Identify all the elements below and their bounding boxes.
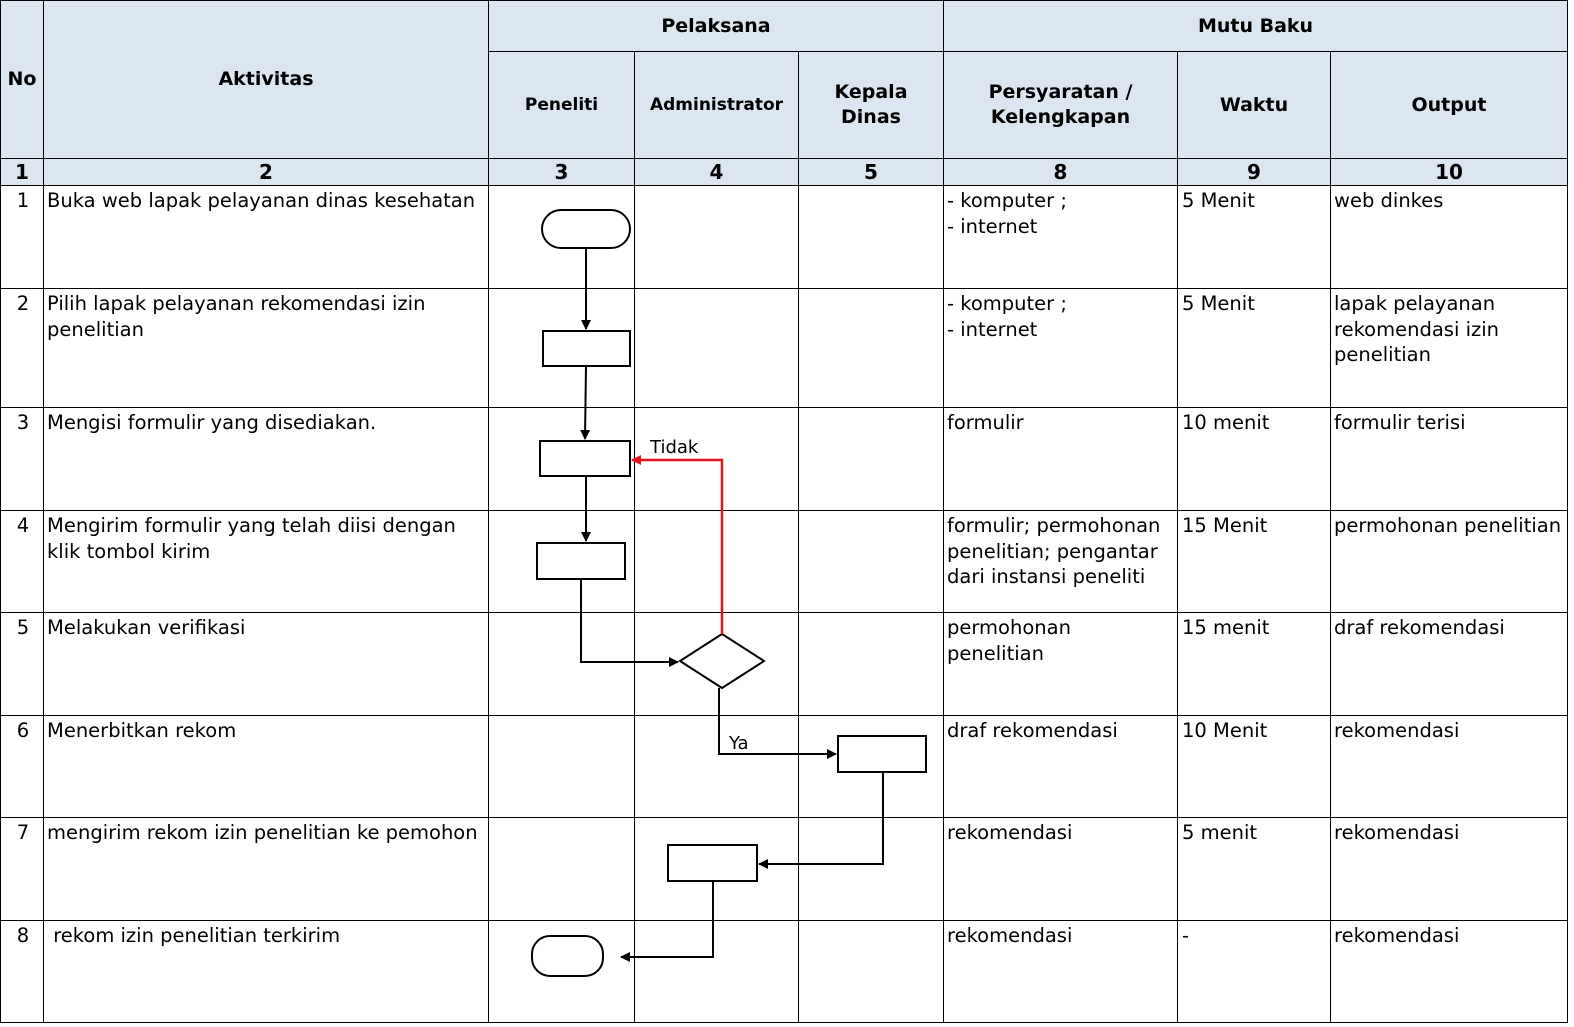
table-cell <box>488 817 635 921</box>
row-output: rekomendasi <box>1334 821 1460 844</box>
table-cell <box>798 817 944 921</box>
header-administrator-label: Administrator <box>649 94 784 115</box>
row-output: draf rekomendasi <box>1334 616 1505 639</box>
colnum-3 <box>488 158 635 186</box>
row-aktivitas: Mengisi formulir yang disediakan. <box>47 411 377 434</box>
table-cell <box>488 407 635 511</box>
row-waktu: 5 Menit <box>1182 189 1255 212</box>
table-cell <box>488 185 635 289</box>
header-waktu-label: Waktu <box>1219 93 1289 116</box>
colnum-2-label: 2 <box>259 160 273 184</box>
colnum-1 <box>0 158 44 186</box>
colnum-8 <box>943 158 1178 186</box>
flow-label-tidak: Tidak <box>650 437 699 458</box>
header-kepala-dinas-label: Kepala Dinas <box>834 81 908 128</box>
table-cell <box>634 612 799 716</box>
table-cell <box>798 185 944 289</box>
colnum-9 <box>1177 158 1331 186</box>
flow-label-ya: Ya <box>729 733 749 754</box>
row-number: 6 <box>16 719 30 742</box>
row-persyaratan: draf rekomendasi <box>947 719 1118 742</box>
row-output: rekomendasi <box>1334 924 1460 947</box>
row-persyaratan: formulir; permohonan penelitian; pengantar dari instansi peneliti <box>947 514 1161 588</box>
row-number: 3 <box>16 411 30 434</box>
colnum-5-label: 5 <box>864 160 878 184</box>
header-mutu-baku <box>943 0 1568 52</box>
row-waktu: 10 Menit <box>1182 719 1268 742</box>
row-waktu: 5 menit <box>1182 821 1258 844</box>
row-output: rekomendasi <box>1334 719 1460 742</box>
header-peneliti-label: Peneliti <box>524 94 599 115</box>
colnum-4 <box>634 158 799 186</box>
table-cell <box>798 612 944 716</box>
table-cell <box>488 510 635 613</box>
row-output: formulir terisi <box>1334 411 1466 434</box>
row-number: 7 <box>16 821 30 844</box>
row-waktu: 10 menit <box>1182 411 1270 434</box>
row-number: 5 <box>16 616 30 639</box>
row-aktivitas: Mengirim formulir yang telah diisi dengan klik tombol kirim <box>47 514 456 563</box>
table-cell <box>798 920 944 1023</box>
colnum-3-label: 3 <box>554 160 569 184</box>
table-cell <box>488 612 635 716</box>
table-cell <box>634 920 799 1023</box>
header-pelaksana <box>488 0 944 52</box>
row-aktivitas: Menerbitkan rekom <box>47 719 237 742</box>
table-cell <box>634 288 799 408</box>
row-waktu: 5 Menit <box>1182 292 1255 315</box>
row-persyaratan: - komputer ; - internet <box>947 189 1067 238</box>
colnum-10 <box>1330 158 1568 186</box>
colnum-2 <box>43 158 489 186</box>
row-output: permohonan penelitian <box>1334 514 1562 537</box>
row-persyaratan: permohonan penelitian <box>947 616 1071 665</box>
header-persyaratan-label: Persyaratan / Kelengkapan <box>988 81 1133 128</box>
table-cell <box>488 715 635 818</box>
colnum-4-label: 4 <box>709 160 724 184</box>
colnum-8-label: 8 <box>1053 160 1068 184</box>
row-aktivitas: Buka web lapak pelayanan dinas kesehatan <box>47 189 476 212</box>
table-cell <box>634 817 799 921</box>
row-persyaratan: rekomendasi <box>947 821 1073 844</box>
header-persyaratan <box>943 51 1178 159</box>
table-cell <box>1177 920 1331 1023</box>
row-waktu: 15 menit <box>1182 616 1270 639</box>
header-mutu-baku-label: Mutu Baku <box>1197 14 1314 37</box>
row-persyaratan: rekomendasi <box>947 924 1073 947</box>
row-number: 4 <box>16 514 30 537</box>
colnum-9-label: 9 <box>1247 160 1261 184</box>
row-aktivitas: rekom izin penelitian terkirim <box>47 924 341 947</box>
table-cell <box>634 185 799 289</box>
colnum-5 <box>798 158 944 186</box>
row-persyaratan: formulir <box>947 411 1024 434</box>
table-cell <box>488 288 635 408</box>
row-number: 2 <box>16 292 30 315</box>
header-output-label: Output <box>1411 93 1487 116</box>
table-cell <box>798 407 944 511</box>
header-kepala-dinas <box>798 51 944 159</box>
row-output: web dinkes <box>1334 189 1444 212</box>
table-cell <box>798 288 944 408</box>
row-number: 8 <box>16 924 30 947</box>
header-peneliti <box>488 51 635 159</box>
row-waktu: 15 Menit <box>1182 514 1268 537</box>
table-cell <box>798 715 944 818</box>
table-cell <box>634 510 799 613</box>
header-pelaksana-label: Pelaksana <box>661 14 771 37</box>
row-aktivitas: mengirim rekom izin penelitian ke pemohon <box>47 821 478 844</box>
row-waktu: - <box>1182 924 1190 947</box>
header-no-label: No <box>7 68 37 90</box>
colnum-1-label: 1 <box>15 160 29 184</box>
colnum-10-label: 10 <box>1435 160 1463 184</box>
header-administrator <box>634 51 799 159</box>
table-cell <box>798 510 944 613</box>
table-cell <box>634 715 799 818</box>
row-output: lapak pelayanan rekomendasi izin penelitian <box>1334 292 1499 366</box>
table-cell <box>488 920 635 1023</box>
header-waktu <box>1177 51 1331 159</box>
header-aktivitas-label: Aktivitas <box>218 68 314 90</box>
header-aktivitas <box>43 0 489 159</box>
header-no <box>0 0 44 159</box>
table-cell <box>634 407 799 511</box>
row-aktivitas: Pilih lapak pelayanan rekomendasi izin penelitian <box>47 292 426 341</box>
header-output <box>1330 51 1568 159</box>
row-number: 1 <box>16 189 30 212</box>
row-persyaratan: - komputer ; - internet <box>947 292 1067 341</box>
row-aktivitas: Melakukan verifikasi <box>47 616 246 639</box>
